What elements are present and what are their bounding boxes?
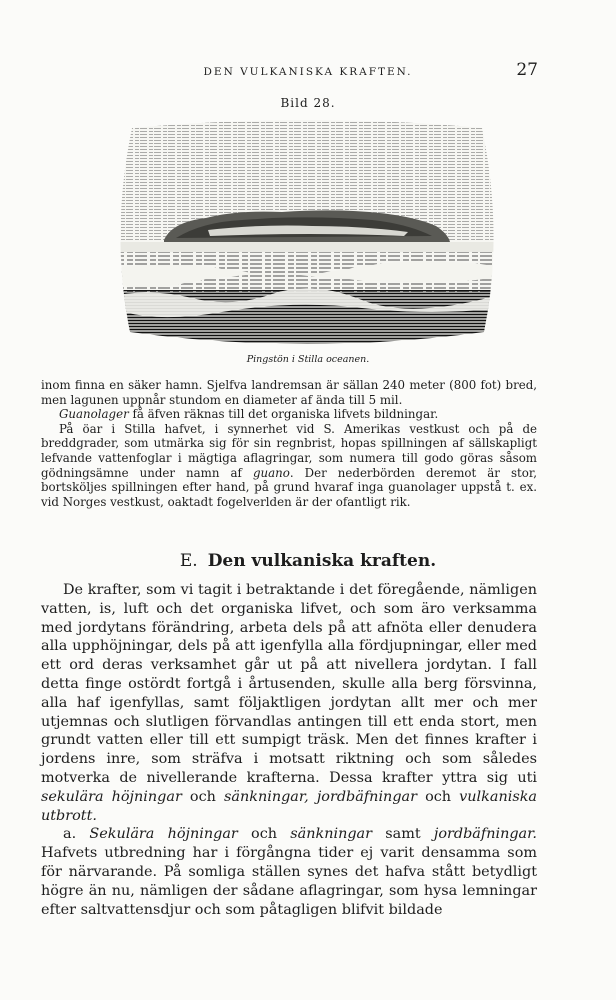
small-print-block	[41, 378, 537, 509]
conjunction: samt	[372, 826, 434, 843]
conjunction: och	[181, 788, 224, 805]
section-heading	[0, 551, 616, 571]
term-secular-uplifts: sekulära höjningar	[41, 788, 182, 805]
page-number: 27	[516, 60, 538, 80]
paragraph-guano-text-a: På öar i Stilla hafvet, i synnerhet vid S. Amerikas vestkust och på de breddgrader, som utmärka sig för sin regnbrist, hopas spillningen af sällskapligt lefvande vattenfoglar i mägtiga aflagringar, som numera till godo göras såsom gödningsämne under namn af	[41, 421, 537, 480]
term-volcanic-eruptions: vulkaniska utbrott.	[41, 788, 538, 824]
term-guano: guano	[252, 465, 290, 480]
section-title: Den vulkaniska kraften.	[207, 551, 437, 571]
figure-illustration	[112, 118, 502, 350]
term-earthquakes: jordbäfningar.	[433, 826, 537, 843]
paragraph-forces	[41, 581, 537, 825]
paragraph-guano	[41, 422, 537, 510]
paragraph-forces-text: De krafter, som vi tagit i betraktande i det föregående, nämligen vatten, is, luft och det organiska lifvet, och som äro verksamma med jordytans förändring, arbeta dels på att afnöta eller denudera alla upphöjningar, dels på att igenfylla alla fördjupningar, eller med ett ord deras verksamhet går ut på att nivellera jordytan. I fall detta finge ostördt fortgå i årtusenden, skulle alla berg försvinna, alla haf igenfyllas, samt följaktligen jordytan allt mer och mer utjemnas och slutligen förvandlas antingen till ett enda stort, men grundt vatten eller till ett sumpigt träsk. Men det finnes krafter i jordens inre, som sträfva i motsatt riktning och som således motverka de nivellerande krafterna. Dessa krafter yttra sig uti	[41, 582, 537, 786]
paragraph-secular-text: Hafvets utbredning har i förgångna tider ej varit densamma som för närvarande. På somliga ställen synes det hafva stått betydligt högre än nu, nämligen der sådane aflagringar, som hysa lemningar efter saltvattensdjur och som påtagligen blifvit bildade	[41, 845, 537, 918]
subsection-marker: a.	[63, 826, 90, 843]
paragraph-secular	[41, 825, 537, 919]
term-guanolager: Guanolager	[59, 407, 129, 422]
figure-label: Bild 28.	[280, 96, 336, 110]
paragraph-guano-text-b: . Der nederbörden deremot är stor, bortsköljes spillningen efter hand, på grund hvaraf inga guanolager uppstå t. ex. vid Norges vestkust, oaktadt fogelverlden är der ofantligt rik.	[41, 465, 537, 509]
conjunction: och	[237, 826, 291, 843]
term-subsidence: sänkningar	[290, 826, 373, 843]
body-text	[41, 581, 537, 919]
section-letter: E.	[179, 551, 198, 571]
conjunction: och	[416, 788, 460, 805]
paragraph-lagoon: inom finna en säker hamn. Sjelfva landremsan är sällan 240 meter (800 fot) bred, men lagunen uppnår stundom en diameter af ända till 5 mil.	[41, 378, 537, 407]
figure-caption: Pingstön i Stilla oceanen.	[246, 354, 370, 365]
paragraph-guano-intro-text: få äfven räknas till det organiska lifvets bildningar.	[128, 407, 439, 422]
term-secular-uplifts-2: Sekulära höjningar	[89, 826, 238, 843]
running-head: DEN VULKANISKA KRAFTEN.	[203, 66, 413, 78]
paragraph-guano-intro	[41, 407, 537, 422]
atoll-engraving	[112, 118, 502, 350]
term-subsidence-earthquakes: sänkningar, jordbäfningar	[224, 788, 417, 805]
